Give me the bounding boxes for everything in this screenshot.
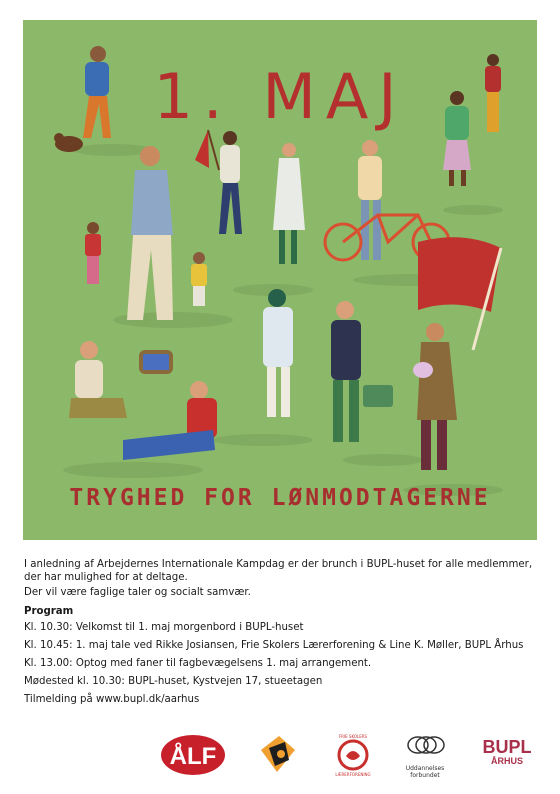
figure-big-man xyxy=(127,146,173,320)
uddannelsesforbundet-logo xyxy=(400,730,450,778)
svg-text:FRIE SKOLERS: FRIE SKOLERS xyxy=(338,734,368,739)
figure-woman-coat xyxy=(273,143,305,264)
sponsor-logos xyxy=(0,728,560,778)
bupl-logo-text: BUPL xyxy=(482,737,532,757)
figure-woman-hijab xyxy=(263,289,293,417)
poster-illustration xyxy=(23,20,537,540)
program-item: Kl. 10.45: 1. maj tale ved Rikke Josiansen, Frie Skolers Lærerforening & Line K. Møller, BUPL Århus xyxy=(24,640,524,651)
uddannelsesforbundet-text: Uddannelses forbundet xyxy=(405,765,445,779)
intro-text: I anledning af Arbejdernes Internationale Kampdag er der brunch i BUPL-huset for alle medlemmer, der har mulighed for at deltage. xyxy=(24,559,533,583)
program-item: Kl. 10.30: Velkomst til 1. maj morgenbord i BUPL-huset xyxy=(24,622,304,633)
figure-child-yellow xyxy=(191,252,207,306)
figure-man-lying xyxy=(123,381,217,460)
figure-woman-flag xyxy=(413,323,457,470)
poster-slogan: TRYGHED FOR LØNMODTAGERNE xyxy=(69,485,491,511)
program-item: Kl. 13.00: Optog med faner til fagbevægelsens 1. maj arrangement. xyxy=(24,658,372,669)
figure-flag-man xyxy=(195,130,242,234)
event-description xyxy=(24,558,540,711)
program-heading: Program xyxy=(24,606,74,617)
subintro-text: Der vil være faglige taler og socialt samvær. xyxy=(24,587,251,598)
bupl-logo-sub: ÅRHUS xyxy=(490,756,523,766)
figure-child-red xyxy=(85,222,101,284)
fsl-logo xyxy=(330,732,376,778)
alf-logo xyxy=(160,734,226,776)
svg-text:LÆRERFORENING: LÆRERFORENING xyxy=(335,772,371,777)
poster-title: 1. MAJ xyxy=(153,60,407,133)
pd-logo-icon xyxy=(255,732,301,776)
figure-man-suit xyxy=(331,301,393,442)
alf-logo-text: ÅLF xyxy=(169,743,217,770)
program-item: Mødested kl. 10.30: BUPL-huset, Kystvejen 17, stueetagen xyxy=(24,676,323,687)
figure-woman-sitting xyxy=(69,341,173,418)
program-item: Tilmelding på www.bupl.dk/aarhus xyxy=(24,694,200,705)
bupl-logo xyxy=(478,738,536,778)
